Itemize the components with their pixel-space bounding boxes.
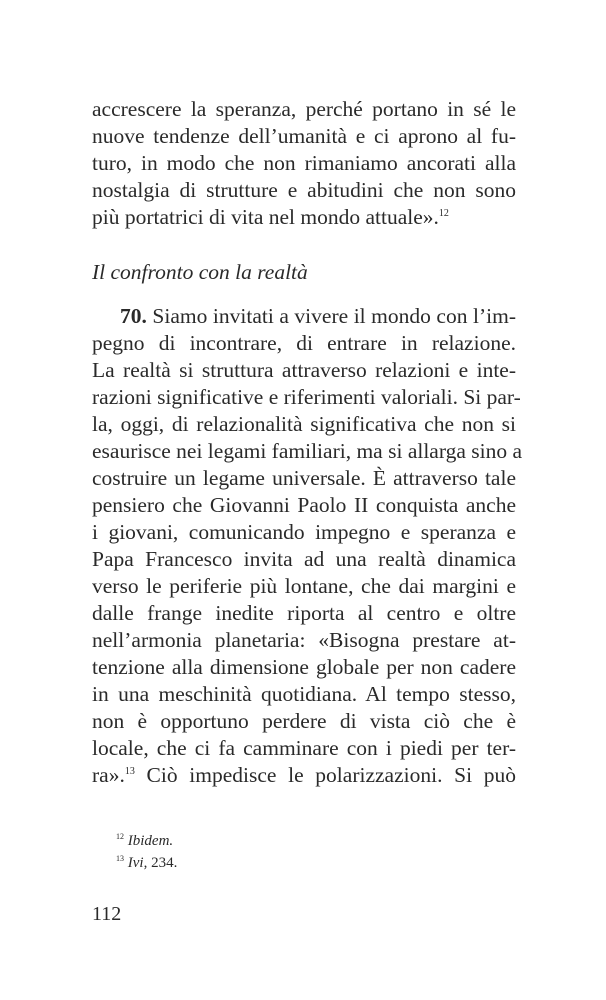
footnote-number: 12 xyxy=(116,832,124,841)
text-line: nuove tendenze dell’umanità e ci aprono al fu- xyxy=(92,124,516,148)
page-number: 112 xyxy=(92,903,122,925)
paragraph-number: 70. xyxy=(120,304,147,328)
text-line: pensiero che Giovanni Paolo II conquista anche xyxy=(92,493,516,517)
footnote-marker: 13 xyxy=(124,765,135,777)
text-line: non è opportuno perdere di vista ciò che è xyxy=(92,709,516,733)
text-line: la, oggi, di relazionalità significativa che non si xyxy=(92,412,516,436)
footnote-marker: 12 xyxy=(438,207,449,219)
continuation-paragraph xyxy=(92,96,516,231)
text-span: ra». xyxy=(92,763,125,787)
footnote-13 xyxy=(116,852,177,874)
text-line: tenzione alla dimensione globale per non cadere xyxy=(92,655,516,679)
footnote-text: , 234. xyxy=(143,855,178,871)
text-line: Papa Francesco invita ad una realtà dinamica xyxy=(92,547,516,571)
text-line: turo, in modo che non rimaniamo ancorati alla xyxy=(92,151,516,175)
page-body xyxy=(92,96,523,789)
text-line xyxy=(92,762,516,789)
text-line: locale, che ci fa camminare con i piedi per ter- xyxy=(92,736,516,760)
text-line: accrescere la speranza, perché portano in sé le xyxy=(92,97,516,121)
text-line: La realtà si struttura attraverso relazioni e inte- xyxy=(92,358,516,382)
text-line: costruire un legame universale. È attraverso tale xyxy=(92,466,516,490)
text-line: nell’armonia planetaria: «Bisogna prestare at- xyxy=(92,628,516,652)
text-line: dalle frange inedite riporta al centro e oltre xyxy=(92,601,516,625)
text-line: esaurisce nei legami familiari, ma si allarga sino a xyxy=(92,439,523,463)
text-line xyxy=(92,204,516,231)
paragraph-70 xyxy=(92,303,523,789)
text-line xyxy=(92,303,516,330)
text-line: verso le periferie più lontane, che dai margini e xyxy=(92,574,516,598)
footnote-reference: Ibidem. xyxy=(127,833,174,849)
footnote-12 xyxy=(116,830,177,852)
section-heading: Il confronto con la realtà xyxy=(92,260,308,284)
text-line: pegno di incontrare, di entrare in relazione. xyxy=(92,331,516,355)
text-span: Ciò impedisce le polarizzazioni. Si può xyxy=(134,763,516,787)
text-line: i giovani, comunicando impegno e speranza e xyxy=(92,520,516,544)
text-span: più portatrici di vita nel mondo attuale». xyxy=(92,205,439,229)
text-line: nostalgia di strutture e abitudini che non sono xyxy=(92,178,516,202)
footnote-number: 13 xyxy=(116,854,124,863)
text-span: Siamo invitati a vivere il mondo con l’im- xyxy=(152,304,517,328)
text-line: razioni significative e riferimenti valoriali. Si par- xyxy=(92,385,521,409)
footnotes xyxy=(116,830,177,874)
footnote-reference: Ivi xyxy=(127,855,144,871)
text-line: in una meschinità quotidiana. Al tempo stesso, xyxy=(92,682,516,706)
